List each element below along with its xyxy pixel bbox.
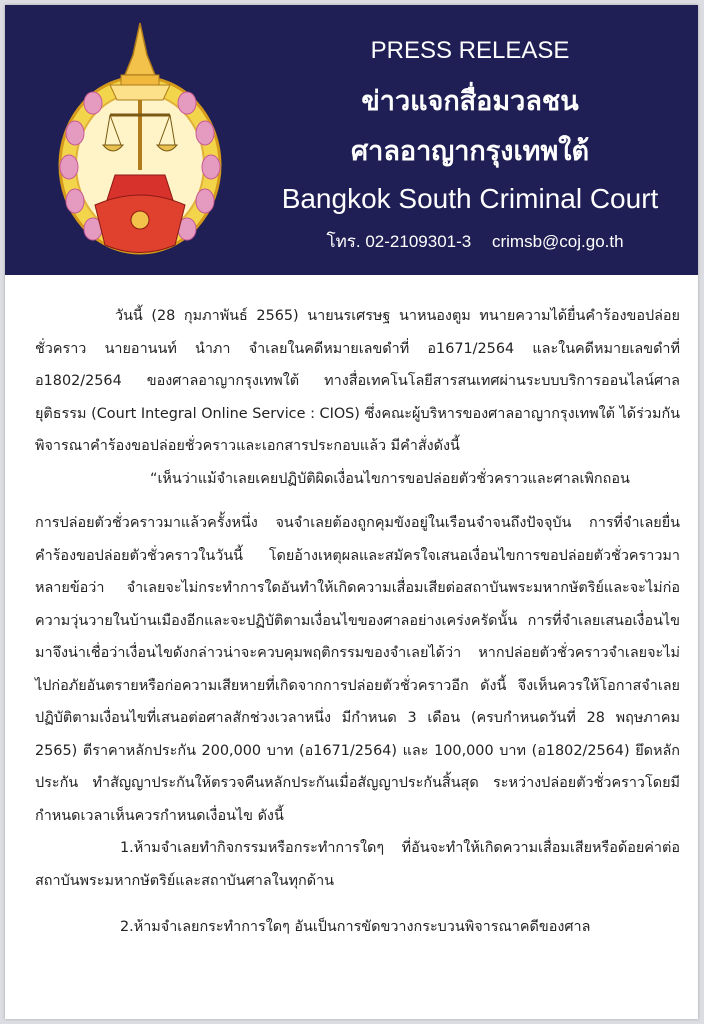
condition-2: 2.ห้ามจำเลยกระทำการใดๆ อันเป็นการขัดขวางกระบวนพิจารณาคดีของศาล xyxy=(120,919,591,935)
intro-paragraph: วันนี้ (28 กุมภาพันธ์ 2565) นายนรเศรษฐ นาหนองตูม ทนายความได้ยื่นคำร้องขอปล่อยชั่วคราว นายอานนท์ นำภา จำเลยในคดีหมายเลขดำที่ อ1671/2564 และในคดีหมายเลขดำที่ อ1802/2564 ของศาลอาญากรุงเทพใต้ ทางสื่อเทคโนโลยีสารสนเทศผ่านระบบบริการออนไลน์ศาลยุติธรรม (Court Integral Online Service : CIOS) ซึ่งคณะผู้บริหารของศาลอาญากรุงเทพใต้ ได้ร่วมกันพิจารณาคำร้องขอปล่อยชั่วคราวและเอกสารประกอบแล้ว มีคำสั่งดังนี้ xyxy=(35,308,680,454)
condition-1: 1.ห้ามจำเลยทำกิจกรรมหรือกระทำการใดๆ ที่อันจะทำให้เกิดความเสื่อมเสียหรือด้อยค่าต่อสถาบันพระมหากษัตริย์และสถาบันศาลในทุกด้าน xyxy=(35,840,680,889)
contact-info xyxy=(305,228,645,255)
header-banner xyxy=(5,5,698,275)
order-quote-body: การปล่อยตัวชั่วคราวมาแล้วครั้งหนึ่ง จนจำเลยต้องถูกคุมขังอยู่ในเรือนจำจนถึงปัจจุบัน การที่จำเลยยื่นคำร้องขอปล่อยตัวชั่วคราวในวันนี้ โดยอ้างเหตุผลและสมัครใจเสนอเงื่อนไขการขอปล่อยตัวชั่วคราวมาหลายข้อว่า จำเลยจะไม่กระทำการใดอันทำให้เกิดความเสื่อมเสียต่อสถาบันพระมหากษัตริย์และจะไม่ก่อความวุ่นวายในบ้านเมืองอีกและจะปฏิบัติตามเงื่อนไขของศาลอย่างเคร่งครัดนั้น การที่จำเลยเสนอเงื่อนไขมาจึงน่าเชื่อว่าเงื่อนไขดังกล่าวน่าจะควบคุมพฤติกรรมของจำเลยได้ว่า หากปล่อยตัวชั่วคราวจำเลยจะไม่ไปก่อภัยอันตรายหรือก่อความเสียหายที่เกิดจากการปล่อยตัวชั่วคราวอีก ดังนี้ จึงเห็นควรให้โอกาสจำเลยปฏิบัติตามเงื่อนไขที่เสนอต่อศาลสักช่วงเวลาหนึ่ง มีกำหนด 3 เดือน (ครบกำหนดวันที่ 28 พฤษภาคม 2565) ตีราคาหลักประกัน 200,000 บาท (อ1671/2564) และ 100,000 บาท (อ1802/2564) ยึดหลักประกัน ทำสัญญาประกันให้ตรวจคืนหลักประกันเมื่อสัญญาประกันสิ้นสุด ระหว่างปล่อยตัวชั่วคราวโดยมีกำหนดเวลาเห็นควรกำหนดเงื่อนไข ดังนี้ xyxy=(35,515,680,824)
press-release-document xyxy=(5,5,698,1019)
order-quote-first-line: “เห็นว่าแม้จำเลยเคยปฏิบัติผิดเงื่อนไขการขอปล่อยตัวชั่วคราวและศาลเพิกถอน xyxy=(150,470,630,487)
court-emblem-icon xyxy=(55,15,225,265)
press-release-body xyxy=(35,300,680,944)
court-name-thai: ศาลอาญากรุงเทพใต้ xyxy=(351,136,589,167)
press-release-label: PRESS RELEASE xyxy=(370,37,570,64)
thai-title: ข่าวแจกสื่อมวลชน xyxy=(361,86,579,117)
court-name-english: Bangkok South Criminal Court xyxy=(281,183,659,214)
email-address[interactable]: crimsb@coj.go.th xyxy=(491,232,624,251)
phone-number: โทร. 02-2109301-3 xyxy=(326,232,472,251)
